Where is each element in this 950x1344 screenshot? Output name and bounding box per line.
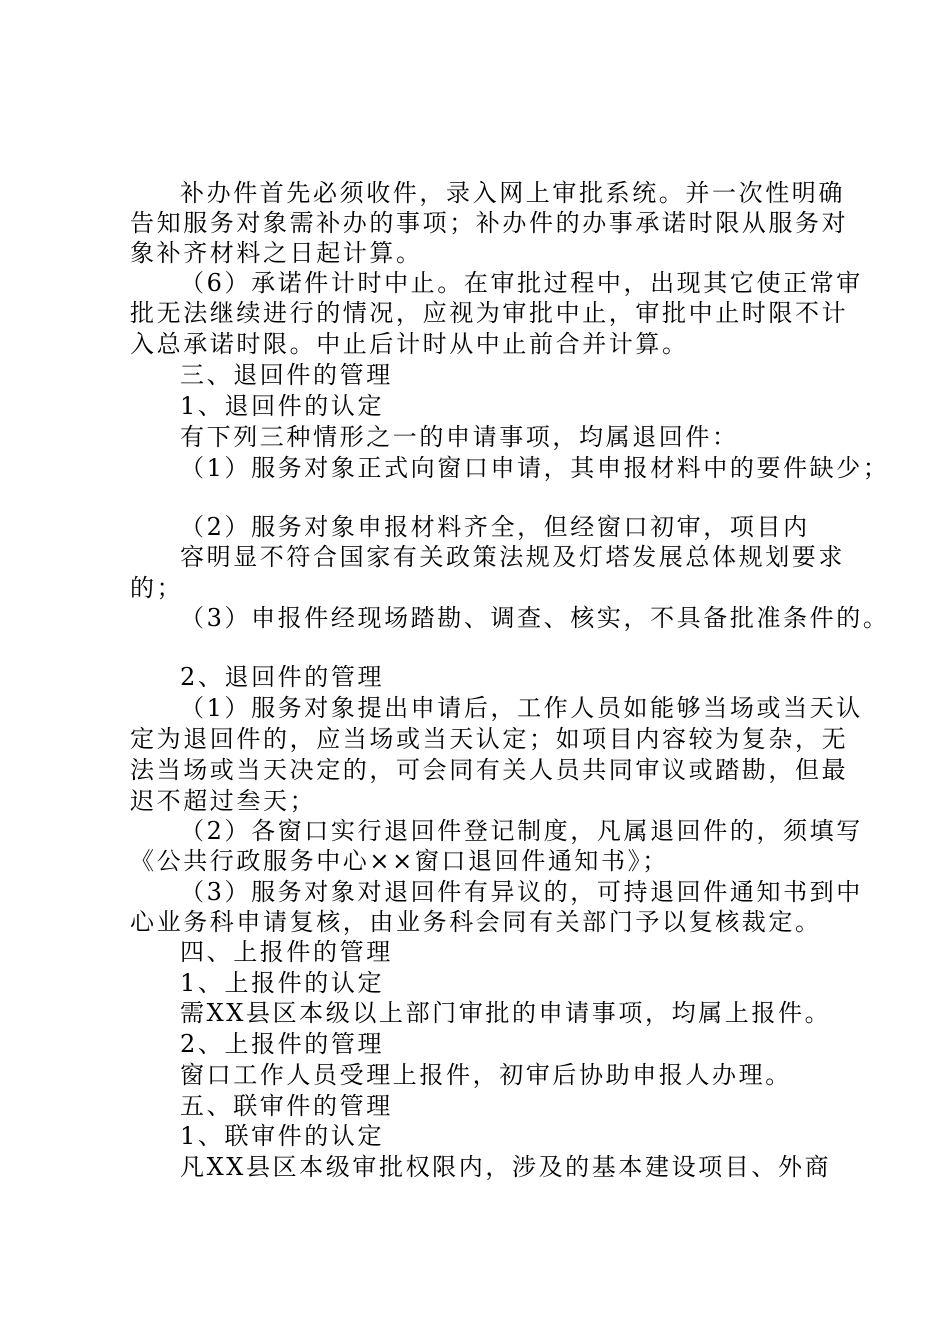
subsection-heading: 1、上报件的认定 <box>180 969 385 997</box>
paragraph-line: 象补齐材料之日起计算。 <box>130 239 423 267</box>
list-item: （2）各窗口实行退回件登记制度，凡属退回件的，须填写 <box>180 817 863 845</box>
paragraph-line: 补办件首先必须收件，录入网上审批系统。并一次性明确 <box>180 179 845 207</box>
paragraph-line: 告知服务对象需补办的事项；补办件的办事承诺时限从服务对 <box>130 209 849 237</box>
list-item: （2）服务对象申报材料齐全，但经窗口初审，项目内 <box>180 513 810 541</box>
paragraph-line: 定为退回件的，应当场或当天认定；如项目内容较为复杂，无 <box>130 725 849 753</box>
paragraph-line: （6）承诺件计时中止。在审批过程中，出现其它使正常审 <box>180 269 863 297</box>
paragraph-line: 《公共行政服务中心××窗口退回件通知书》； <box>130 847 669 875</box>
section-heading: 五、联审件的管理 <box>180 1092 393 1120</box>
paragraph-line: 窗口工作人员受理上报件，初审后协助申报人办理。 <box>180 1061 792 1089</box>
list-item: （1）服务对象正式向窗口申请，其申报材料中的要件缺少； <box>180 454 890 482</box>
paragraph-line: 需XX县区本级以上部门审批的申请事项，均属上报件。 <box>180 999 832 1027</box>
paragraph-line: 容明显不符合国家有关政策法规及灯塔发展总体规划要求 <box>180 543 845 571</box>
paragraph-line: 入总承诺时限。中止后计时从中止前合并计算。 <box>130 330 689 358</box>
paragraph-line: 法当场或当天决定的，可会同有关人员共同审议或踏勘，但最 <box>130 756 849 784</box>
paragraph-line: 迟不超过叁天； <box>130 787 317 815</box>
paragraph-line: 心业务科申请复核，由业务科会同有关部门予以复核裁定。 <box>130 908 822 936</box>
list-item: （3）申报件经现场踏勘、调查、核实，不具备批准条件的。 <box>180 604 890 632</box>
list-item: （3）服务对象对退回件有异议的，可持退回件通知书到中 <box>180 878 863 906</box>
paragraph-line: 批无法继续进行的情况，应视为审批中止，审批中止时限不计 <box>130 299 849 327</box>
paragraph-line: 有下列三种情形之一的申请事项，均属退回件： <box>180 423 739 451</box>
subsection-heading: 1、联审件的认定 <box>180 1122 385 1150</box>
paragraph-line: 的； <box>130 574 184 602</box>
list-item: （1）服务对象提出申请后，工作人员如能够当场或当天认 <box>180 694 863 722</box>
section-heading: 四、上报件的管理 <box>180 938 393 966</box>
subsection-heading: 2、退回件的管理 <box>180 663 385 691</box>
paragraph-line: 凡XX县区本级审批权限内，涉及的基本建设项目、外商 <box>180 1153 832 1181</box>
section-heading: 三、退回件的管理 <box>180 361 393 389</box>
subsection-heading: 2、上报件的管理 <box>180 1030 385 1058</box>
subsection-heading: 1、退回件的认定 <box>180 392 385 420</box>
